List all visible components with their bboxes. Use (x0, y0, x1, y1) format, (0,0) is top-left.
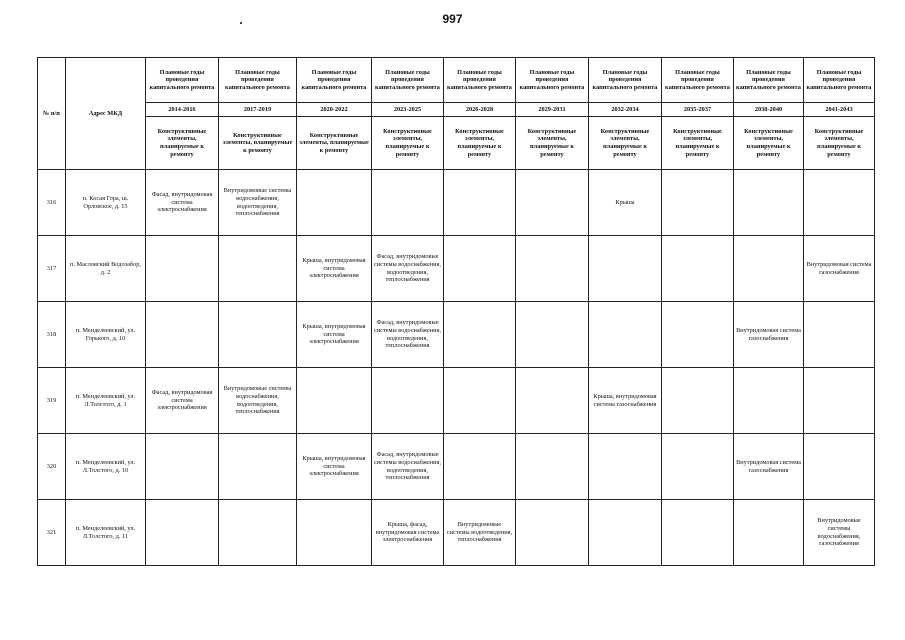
elements-header: Конструктивные элементы, планируемые к ремонту (297, 117, 372, 170)
repair-elements-cell (662, 302, 734, 368)
row-number: 316 (38, 170, 66, 236)
repair-elements-cell (444, 236, 516, 302)
repair-elements-cell (219, 434, 297, 500)
row-address: п. Косая Гора, ш. Орловское, д. 15 (66, 170, 146, 236)
repair-elements-cell: Внутридомовые системы водоснабжения, водоотведения, теплоснабжения (219, 368, 297, 434)
header-row (38, 58, 875, 103)
repair-elements-cell (219, 302, 297, 368)
repair-elements-cell (734, 500, 804, 566)
period-label: 2026-2028 (444, 103, 516, 117)
repair-elements-cell (662, 236, 734, 302)
repair-elements-cell (219, 236, 297, 302)
repair-elements-cell (804, 368, 875, 434)
repair-elements-cell (804, 434, 875, 500)
elements-header: Конструктивные элементы, планируемые к ремонту (516, 117, 589, 170)
row-number: 319 (38, 368, 66, 434)
row-number: 317 (38, 236, 66, 302)
row-address: п. Менделеевский, ул. Л.Толстого, д. 10 (66, 434, 146, 500)
repair-elements-cell (444, 170, 516, 236)
repair-elements-cell: Внутридомовые системы водоотведения, теплоснабжения (444, 500, 516, 566)
repair-elements-cell (516, 302, 589, 368)
period-label: 2038-2040 (734, 103, 804, 117)
period-label: 2014-2016 (146, 103, 219, 117)
subheader-row (38, 117, 875, 170)
repair-elements-cell: Внутридомовая система газоснабжения (734, 302, 804, 368)
repair-elements-cell: Фасад, внутридомовые системы водоснабжения, водоотведения, теплоснабжения (372, 236, 444, 302)
repair-elements-cell: Крыша, фасад, внутридомовая система электроснабжения (372, 500, 444, 566)
elements-header: Конструктивные элементы, планируемые к ремонту (219, 117, 297, 170)
plan-years-header: Плановые годы проведения капитального ремонта (219, 58, 297, 103)
table-row (38, 236, 875, 302)
repair-elements-cell (516, 236, 589, 302)
repair-elements-cell (804, 302, 875, 368)
table-row (38, 434, 875, 500)
row-number: 320 (38, 434, 66, 500)
row-number: 318 (38, 302, 66, 368)
repair-elements-cell (146, 236, 219, 302)
repair-elements-cell (444, 368, 516, 434)
table-row (38, 368, 875, 434)
repair-elements-cell: Крыша, внутридомовая система электроснабжения (297, 236, 372, 302)
scan-speck (240, 22, 242, 24)
repair-elements-cell: Крыша, внутридомовая система газоснабжения (589, 368, 662, 434)
column-header-number: № п/п (38, 58, 66, 170)
repair-elements-cell (146, 434, 219, 500)
row-address: п. Менделеевский, ул. Л.Толстого, д. 11 (66, 500, 146, 566)
repair-elements-cell (804, 170, 875, 236)
repair-elements-cell (297, 500, 372, 566)
plan-years-header: Плановые годы проведения капитального ремонта (444, 58, 516, 103)
repair-elements-cell (444, 434, 516, 500)
period-label: 2017-2019 (219, 103, 297, 117)
repair-elements-cell (516, 170, 589, 236)
repair-elements-cell: Внутридомовая система газоснабжения (804, 236, 875, 302)
repair-elements-cell (516, 500, 589, 566)
repair-elements-cell (589, 500, 662, 566)
plan-years-header: Плановые годы проведения капитального ремонта (589, 58, 662, 103)
repair-elements-cell (444, 302, 516, 368)
period-row (38, 103, 875, 117)
repair-elements-cell: Внутридомовая система газоснабжения (734, 434, 804, 500)
repair-elements-cell: Крыша (589, 170, 662, 236)
row-number: 321 (38, 500, 66, 566)
period-label: 2020-2022 (297, 103, 372, 117)
elements-header: Конструктивные элементы, планируемые к ремонту (804, 117, 875, 170)
repair-elements-cell (516, 434, 589, 500)
repair-elements-cell (297, 368, 372, 434)
repair-elements-cell (297, 170, 372, 236)
elements-header: Конструктивные элементы, планируемые к ремонту (372, 117, 444, 170)
elements-header: Конструктивные элементы, планируемые к ремонту (146, 117, 219, 170)
table-row (38, 170, 875, 236)
repair-elements-cell: Внутридомовые системы водоснабжения, водоотведения, теплоснабжения (219, 170, 297, 236)
plan-years-header: Плановые годы проведения капитального ремонта (734, 58, 804, 103)
repair-elements-cell (734, 368, 804, 434)
plan-years-header: Плановые годы проведения капитального ремонта (372, 58, 444, 103)
row-address: п. Масловский Водозабор, д. 2 (66, 236, 146, 302)
elements-header: Конструктивные элементы, планируемые к ремонту (589, 117, 662, 170)
repair-elements-cell: Фасад, внутридомовые системы водоснабжения, водоотведения, теплоснабжения (372, 302, 444, 368)
repair-elements-cell: Внутридомовые системы водоснабжения, газоснабжения (804, 500, 875, 566)
period-label: 2029-2031 (516, 103, 589, 117)
capital-repair-plan-table (37, 57, 875, 566)
repair-elements-cell (516, 368, 589, 434)
repair-elements-cell: Фасад, внутридомовые системы водоснабжения, водоотведения, теплоснабжения (372, 434, 444, 500)
repair-elements-cell (372, 170, 444, 236)
repair-elements-cell (662, 368, 734, 434)
table-row (38, 500, 875, 566)
period-label: 2041-2043 (804, 103, 875, 117)
repair-elements-cell (734, 236, 804, 302)
plan-years-header: Плановые годы проведения капитального ремонта (662, 58, 734, 103)
period-label: 2023-2025 (372, 103, 444, 117)
repair-elements-cell (662, 170, 734, 236)
column-header-address: Адрес МКД (66, 58, 146, 170)
repair-elements-cell (589, 236, 662, 302)
repair-elements-cell (219, 500, 297, 566)
period-label: 2032-2034 (589, 103, 662, 117)
repair-elements-cell (589, 434, 662, 500)
elements-header: Конструктивные элементы, планируемые к ремонту (444, 117, 516, 170)
row-address: п. Менделеевский, ул. Горького, д. 10 (66, 302, 146, 368)
period-label: 2035-2037 (662, 103, 734, 117)
repair-elements-cell: Фасад, внутридомовая система электроснабжения (146, 170, 219, 236)
repair-elements-cell (734, 170, 804, 236)
repair-elements-cell: Фасад, внутридомовая система электроснабжения (146, 368, 219, 434)
plan-years-header: Плановые годы проведения капитального ремонта (297, 58, 372, 103)
elements-header: Конструктивные элементы, планируемые к ремонту (734, 117, 804, 170)
repair-elements-cell (372, 368, 444, 434)
repair-elements-cell (146, 500, 219, 566)
plan-years-header: Плановые годы проведения капитального ремонта (146, 58, 219, 103)
plan-years-header: Плановые годы проведения капитального ремонта (516, 58, 589, 103)
repair-elements-cell (662, 434, 734, 500)
page-number: 997 (442, 12, 463, 26)
row-address: п. Менделеевский, ул. Л.Толстого, д. 1 (66, 368, 146, 434)
repair-elements-cell (146, 302, 219, 368)
table-row (38, 302, 875, 368)
repair-elements-cell: Крыша, внутридомовая система электроснабжения (297, 302, 372, 368)
repair-elements-cell (589, 302, 662, 368)
repair-elements-cell: Крыша, внутридомовая система электроснабжения (297, 434, 372, 500)
plan-years-header: Плановые годы проведения капитального ремонта (804, 58, 875, 103)
repair-elements-cell (662, 500, 734, 566)
elements-header: Конструктивные элементы, планируемые к ремонту (662, 117, 734, 170)
